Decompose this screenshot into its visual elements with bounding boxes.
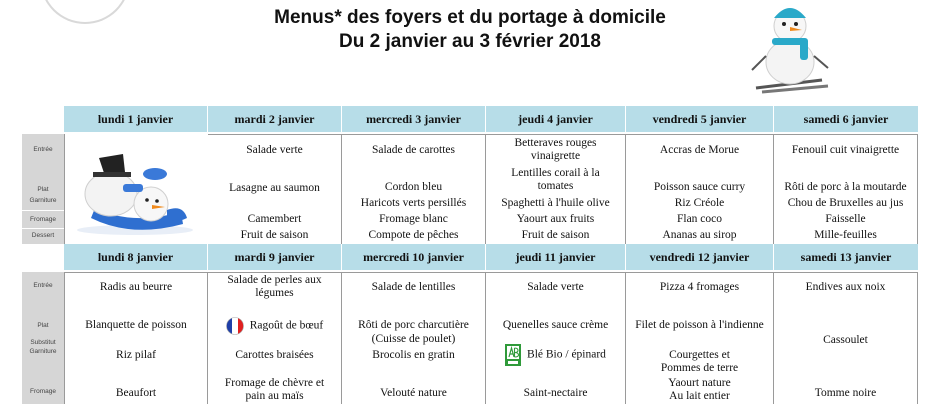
day-column-mardi <box>208 272 342 404</box>
menu-entree: Salade verte <box>527 281 584 293</box>
menu-dessert: Fruit de saison <box>521 229 590 241</box>
menu-plat: Blanquette de poisson <box>85 319 187 331</box>
menu-fromage: Faisselle <box>825 213 866 225</box>
menu-dessert: Compote de pêches <box>368 229 459 241</box>
row-label-entree: Entrée <box>33 146 53 153</box>
lundi-cell-holiday <box>64 134 208 244</box>
row-labels <box>22 134 64 244</box>
row-label-substitut: Substitut <box>30 339 56 346</box>
menu-plat: Cordon bleu <box>384 181 443 193</box>
french-flag-icon <box>226 317 244 335</box>
day-header: vendredi 12 janvier <box>626 244 774 270</box>
day-column-mardi <box>208 134 342 244</box>
menu-entree: vinaigrette <box>530 150 581 162</box>
day-header: mardi 9 janvier <box>208 244 342 270</box>
menu-entree: Salade de lentilles <box>371 281 456 293</box>
week1-section <box>22 106 918 244</box>
day-header: mercredi 3 janvier <box>342 106 486 132</box>
menu-fromage: Au lait entier <box>669 390 730 402</box>
day-header: lundi 1 janvier <box>64 106 208 132</box>
menu-garniture: Carottes braisées <box>235 349 314 361</box>
day-column-vendredi <box>626 272 774 404</box>
menu-entree: Accras de Morue <box>659 144 740 156</box>
row-label-fromage: Fromage <box>29 388 56 395</box>
menu-garniture: Riz Créole <box>674 197 725 209</box>
menu-plat: Cassoulet <box>823 334 868 346</box>
menu-plat: Lasagne au saumon <box>229 182 320 194</box>
menu-fromage: Flan coco <box>676 213 723 225</box>
day-header: jeudi 4 janvier <box>486 106 626 132</box>
day-column-vendredi <box>626 134 774 244</box>
menu-plat: Quenelles sauce crème <box>502 319 609 331</box>
day-column-lundi <box>64 272 208 404</box>
menu-plat: Filet de poisson à l'indienne <box>635 319 764 331</box>
day-column-mercredi <box>342 272 486 404</box>
menu-plat: Rôti de porc à la moutarde <box>784 181 907 193</box>
day-column-mercredi <box>342 134 486 244</box>
menu-garniture: Brocolis en gratin <box>372 349 455 361</box>
menu-entree: Salade de carottes <box>371 144 455 156</box>
menu-dessert: Ananas au sirop <box>662 229 737 241</box>
menu-dessert: Mille-feuilles <box>814 229 877 241</box>
header-corner <box>22 106 64 132</box>
row-label-dessert: Dessert <box>31 232 55 239</box>
page-subtitle: Du 2 janvier au 3 février 2018 <box>339 31 601 52</box>
row-label-garniture: Garniture <box>29 348 57 355</box>
day-column-jeudi <box>486 272 626 404</box>
page-title: Menus* des foyers et du portage à domicile <box>274 7 666 28</box>
day-header: jeudi 11 janvier <box>486 244 626 270</box>
menu-plat: Lentilles corail à la <box>511 167 600 179</box>
menu-entree: Fenouil cuit vinaigrette <box>791 144 900 156</box>
header-corner <box>22 244 64 270</box>
menu-substitut: (Cuisse de poulet) <box>371 333 456 345</box>
menu-plat: Ragoût de bœuf <box>249 319 324 332</box>
menu-garniture: Blé Bio / épinard <box>527 348 606 361</box>
menu-fromage: Yaourt nature <box>668 377 731 389</box>
menu-garniture-row <box>486 344 625 366</box>
logo-arc <box>40 0 130 24</box>
menu-fromage: Beaufort <box>115 387 157 399</box>
row-label-plat: Plat <box>37 322 49 329</box>
menu-fromage: Saint-nectaire <box>523 387 588 399</box>
organic-ab-logo-icon <box>505 344 521 366</box>
menu-fromage: Fromage blanc <box>379 213 448 225</box>
menu-garniture: Haricots verts persillés <box>360 197 467 209</box>
week2-section <box>22 244 918 404</box>
row-label-entree: Entrée <box>33 282 53 289</box>
day-header: vendredi 5 janvier <box>626 106 774 132</box>
menu-fromage: Yaourt aux fruits <box>516 213 595 225</box>
menu-plat: Rôti de porc charcutière <box>358 319 469 331</box>
day-header: samedi 13 janvier <box>774 244 918 270</box>
day-column-samedi <box>774 134 918 244</box>
row-label-garniture: Garniture <box>29 197 57 204</box>
menu-entree: Betteraves rouges <box>514 137 597 149</box>
menu-fromage: Tomme noire <box>814 387 877 399</box>
day-header: samedi 6 janvier <box>774 106 918 132</box>
menu-entree: Salade de perles aux <box>227 274 322 286</box>
menu-garniture: Pommes de terre <box>660 362 739 374</box>
menu-entree: Endives aux noix <box>805 281 886 293</box>
day-column-jeudi <box>486 134 626 244</box>
snowman-skier-icon <box>742 0 838 96</box>
menu-plat: Poisson sauce curry <box>653 181 746 193</box>
day-header: mercredi 10 janvier <box>342 244 486 270</box>
row-labels <box>22 272 64 404</box>
menu-entree: Salade verte <box>246 144 303 156</box>
day-column-samedi <box>774 272 918 404</box>
menu-fromage: Velouté nature <box>380 387 447 399</box>
menu-entree: légumes <box>255 287 294 299</box>
menu-garniture: Riz pilaf <box>116 349 156 361</box>
row-label-fromage: Fromage <box>29 216 56 223</box>
menu-fromage: pain au maïs <box>245 390 304 402</box>
row-label-plat: Plat <box>37 186 49 193</box>
day-header: mardi 2 janvier <box>208 106 342 132</box>
menu-entree: Radis au beurre <box>99 281 173 293</box>
menu-entree: Pizza 4 fromages <box>659 281 740 293</box>
menu-garniture: Chou de Bruxelles au jus <box>787 197 904 209</box>
menu-fromage: Camembert <box>247 213 302 225</box>
menu-garniture: Courgettes et <box>669 349 730 361</box>
snowman-sliding-icon <box>71 138 201 238</box>
menu-fromage: Fromage de chèvre et <box>224 377 325 389</box>
menu-dessert: Fruit de saison <box>240 229 309 241</box>
day-header: lundi 8 janvier <box>64 244 208 270</box>
menu-garniture: Spaghetti à l'huile olive <box>501 197 610 209</box>
menu-plat: tomates <box>537 180 574 192</box>
menu-plat-row <box>208 317 341 335</box>
